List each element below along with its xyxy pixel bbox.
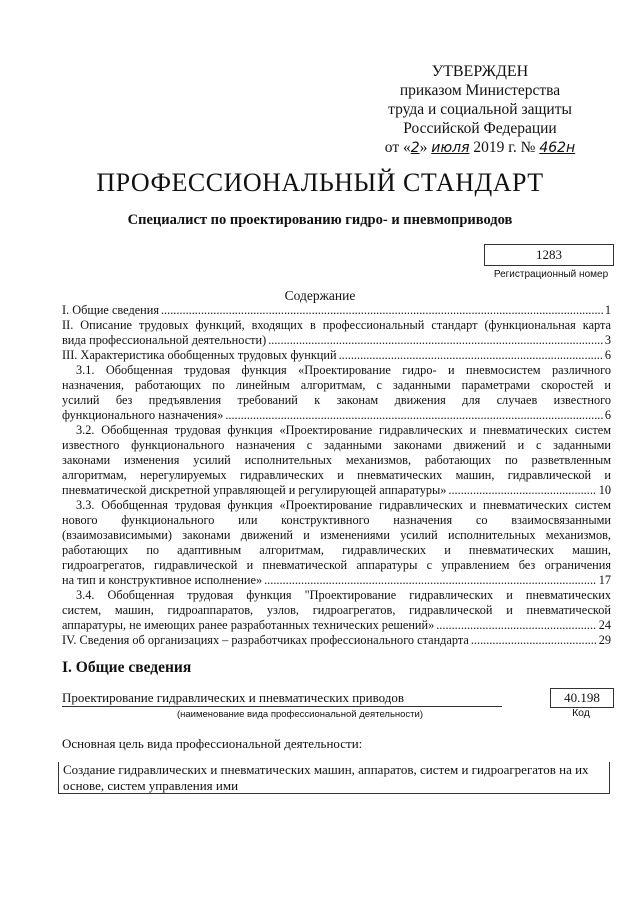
toc-leader [339,348,603,363]
toc-item-3-3[interactable] [62,498,611,588]
table-of-contents [62,303,611,648]
toc-item-line: усилий без предъявления требований к законам движения для случаев известного [62,393,611,407]
toc-item-text: IV. Сведения об организациях – разработчиках профессионального стандарта [62,633,469,647]
toc-page: 29 [598,633,611,647]
approval-line-2: приказом Министерства [399,82,561,99]
toc-item-3-2[interactable] [62,423,611,498]
toc-item-line: назначения, работающих по линейным алгоритмам, с заданными параметрами скоростей и [62,378,611,392]
toc-item-line: алгоритмам, нерегулируемых гидравлических и пневматических машин, гидравлической и [62,468,611,482]
toc-page: 10 [598,483,611,497]
toc-leader [448,483,596,498]
toc-item-line: 3.3. Обобщенная трудовая функция «Проектирование гидравлических и пневматических систем [76,498,611,512]
toc-item-text: вида профессиональной деятельности) [62,333,267,347]
toc-item-line: 3.2. Обобщенная трудовая функция «Проектирование гидравлических и пневматических систем [76,423,611,437]
toc-item-line: известного функционального назначения с заданными законами движений и с заданными [62,438,611,452]
approval-line-1: УТВЕРЖДЕН [431,63,529,80]
approval-block [360,62,600,158]
toc-item-line: гидроагрегатов, гидравлической и пневматической аппаратуры с управлением без ограничения [62,558,611,572]
goal-text-line-2: основе, систем управления ими [63,778,239,793]
toc-leader [471,633,597,648]
toc-item-text: аппаратуры, не имеющих ранее разработанных технических решений» [62,618,435,632]
toc-item-1[interactable] [62,303,611,318]
toc-page: 6 [604,348,611,362]
toc-item-4[interactable] [62,633,611,648]
toc-leader [268,333,603,348]
toc-item-2[interactable] [62,318,611,348]
toc-item-text: функционального назначения» [62,408,224,422]
toc-page: 6 [604,408,611,422]
toc-page: 24 [598,618,611,632]
approval-line-4: Российской Федерации [403,120,557,137]
date-month: июля [431,140,470,156]
registration-label: Регистрационный номер [493,269,609,280]
toc-item-text: на тип и конструктивное исполнение» [62,573,263,587]
toc-item-line: II. Описание трудовых функций, входящих в профессиональный стандарт (функциональная карта [62,318,611,332]
toc-item-text: III. Характеристика обобщенных трудовых функций [62,348,337,362]
date-mid: » [419,139,428,156]
toc-leader [225,408,603,423]
toc-item-3-4[interactable] [62,588,611,633]
contents-heading: Содержание [284,288,356,303]
toc-page: 17 [598,573,611,587]
toc-item-3-1[interactable] [62,363,611,423]
toc-page: 1 [604,303,611,317]
order-number: 462н [539,140,576,156]
document-title: ПРОФЕССИОНАЛЬНЫЙ СТАНДАРТ [96,168,544,197]
activity-kind-caption: (наименование вида профессиональной деятельности) [176,709,424,720]
section-heading: I. Общие сведения [62,659,192,676]
toc-leader [264,573,597,588]
toc-item-line: законами изменения усилий исполнительных механизмов, работающих по разветвленным [62,453,611,467]
activity-code-value: 40.198 [550,688,614,708]
toc-item-line: работающих по адаптивным алгоритмам, гидравлических и пневматических машин, [62,543,611,557]
goal-box [58,762,610,794]
toc-item-3[interactable] [62,348,611,363]
toc-item-line: 3.4. Обобщенная трудовая функция "Проектирование гидравлических и пневматических [76,588,611,602]
toc-leader [161,303,603,318]
date-prefix: от « [384,139,411,156]
toc-item-text: I. Общие сведения [62,303,159,317]
toc-page: 3 [604,333,611,347]
toc-item-line: нового функционального или конструктивного назначения со взаимосвязанными [62,513,611,527]
toc-leader [436,618,596,633]
approval-date [360,138,600,158]
toc-item-line: 3.1. Обобщенная трудовая функция «Проектирование гидро- и пневмосистем различного [76,363,611,377]
toc-item-text: пневматической дискретной управляющей и регулирующей аппаратуры» [62,483,447,497]
activity-code-label: Код [572,707,590,719]
date-day: 2 [410,140,420,156]
toc-item-line: систем, машин, гидроаппаратов, узлов, гидроагрегатов, гидравлической и пневматической [62,603,611,617]
date-year: 2019 г. № [473,139,536,156]
activity-kind-value: Проектирование гидравлических и пневматических приводов [62,690,502,707]
goal-label: Основная цель вида профессиональной деятельности: [62,736,363,751]
registration-number: 1283 [484,244,614,266]
toc-item-line: (взаимозависимыми) законами движений и изменениями усилий исполнительных механизмов, [62,528,611,542]
approval-line-3: труда и социальной защиты [388,101,572,118]
document-subtitle: Специалист по проектированию гидро- и пневмоприводов [127,212,513,228]
goal-text-line-1: Создание гидравлических и пневматических машин, аппаратов, систем и гидроагрегатов на их [63,762,589,777]
